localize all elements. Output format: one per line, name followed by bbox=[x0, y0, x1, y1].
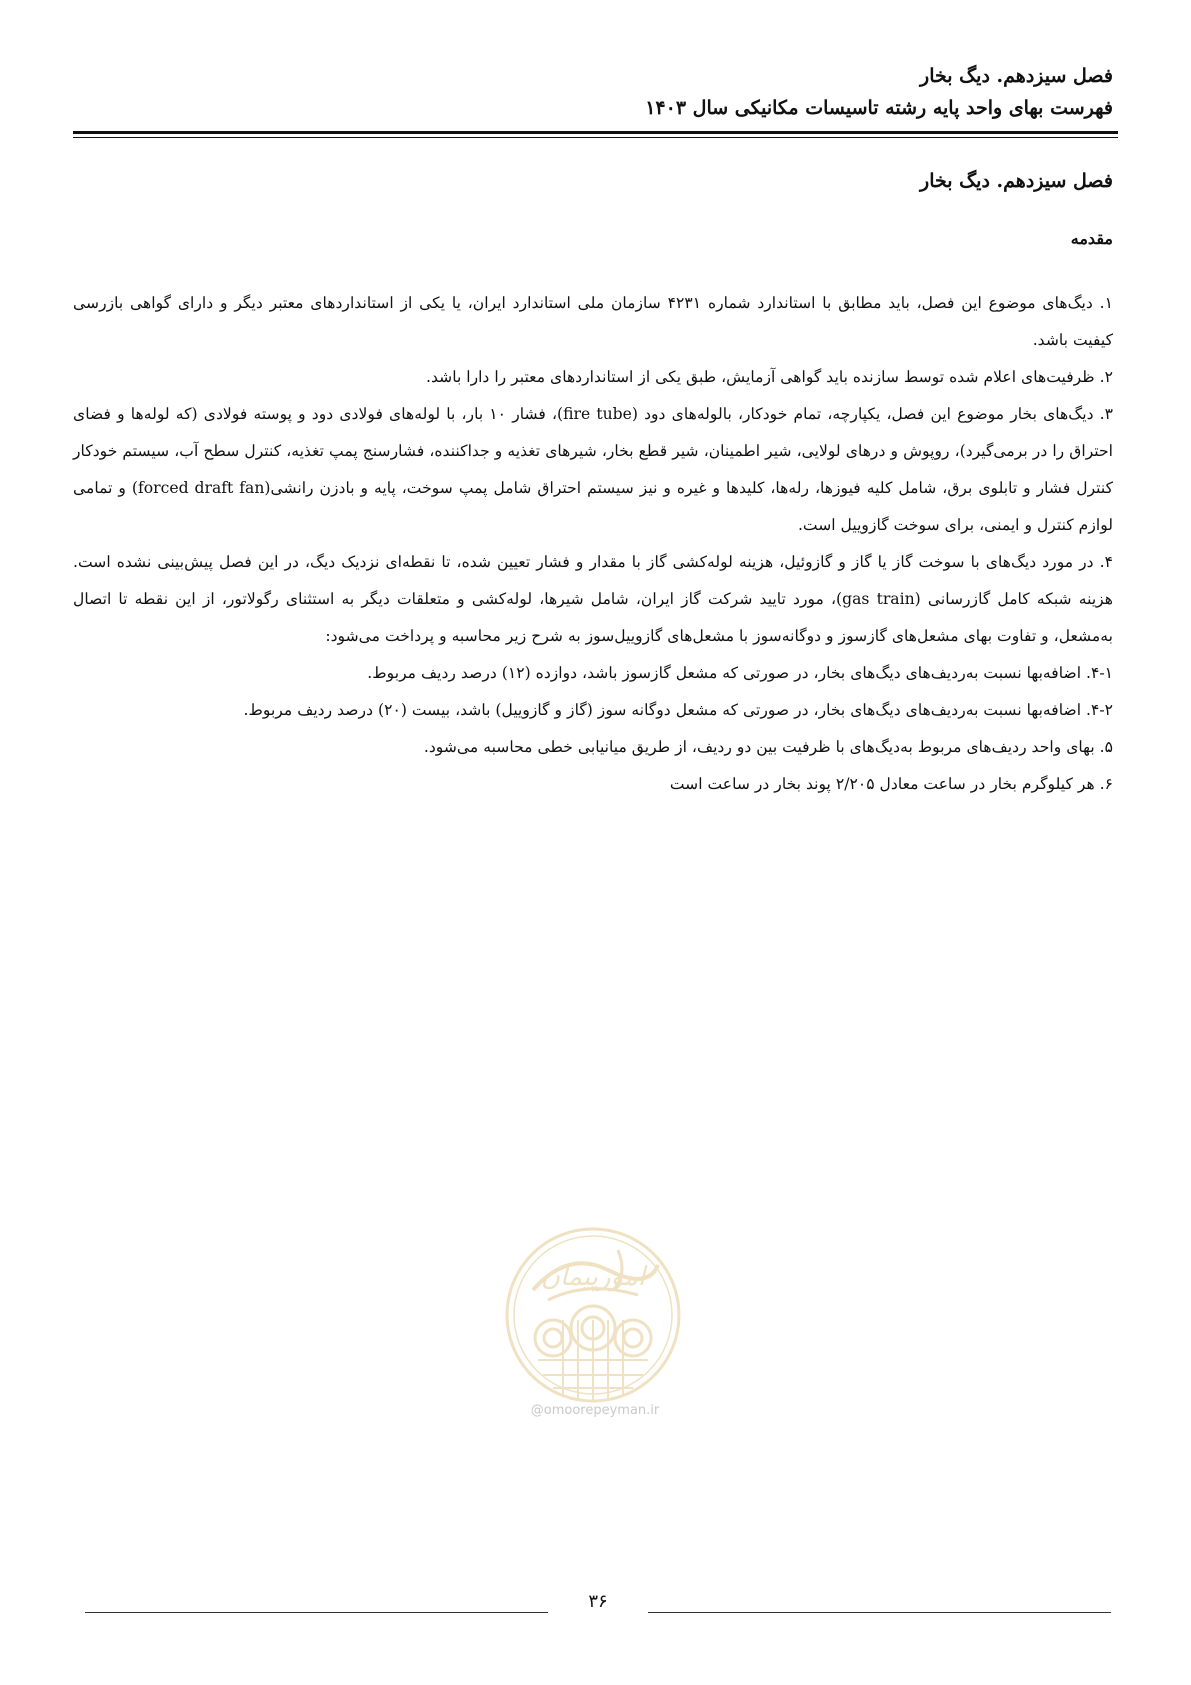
chapter-title: فصل سیزدهم. دیگ بخار bbox=[920, 170, 1113, 192]
watermark-logo bbox=[498, 1220, 688, 1430]
paragraph-4: ۴. در مورد دیگ‌های با سوخت گاز یا گاز و گازوئیل، هزینه لوله‌کشی گاز با مقدار و فشار تعیین شده، تا نقطه‌ای نزدیک دیگ، در این فصل پیش‌بینی نشده است. هزینه شبکه کامل گازرسانی (gas train)، مورد تایید شرکت گاز ایران، شامل شیرها، لوله‌کشی و متعلقات دیگر به استثنای رگولاتور، از این نقطه تا اتصال به‌مشعل، و تفاوت بهای مشعل‌های گازسوز و دوگانه‌سوز با مشعل‌های گازوییل‌سوز به شرح زیر محاسبه و پرداخت می‌شود: bbox=[73, 553, 1113, 645]
watermark-url: @omoorepeyman.ir bbox=[530, 1403, 660, 1418]
header-chapter-title: فصل سیزدهم. دیگ بخار bbox=[920, 65, 1113, 87]
body-text bbox=[73, 285, 1113, 803]
footer-rule-right bbox=[648, 1612, 1111, 1613]
paragraph-3: ۳. دیگ‌های بخار موضوع این فصل، یکپارچه، تمام خودکار، بالوله‌های دود (fire tube)، فشار ۱۰ بار، با لوله‌های فولادی دود و پوسته فولادی (که لوله‌ها و فضای احتراق را در برمی‌گیرد)، روپوش و درهای لولایی، شیر اطمینان، شیر قطع بخار، شیرهای تغذیه و جداکننده، فشارسنج پمپ تغذیه، کنترل سطح آب، سیستم خودکار کنترل فشار و تابلوی برق، شامل کلیه فیوزها، رله‌ها، کلیدها و غیره و نیز سیستم احتراق شامل پمپ سوخت، پایه و بادزن رانشی(forced draft fan) و تمامی لوازم کنترل و ایمنی، برای سوخت گازوییل است. bbox=[73, 405, 1114, 534]
footer-rule-left bbox=[85, 1612, 548, 1613]
paragraph-2: ۲. ظرفیت‌های اعلام شده توسط سازنده باید گواهی آزمایش، طبق یکی از استانداردهای معتبر را دارا باشد. bbox=[425, 368, 1113, 386]
paragraph-1: ۱. دیگ‌های موضوع این فصل، باید مطابق با استاندارد شماره ۴۲۳۱ سازمان ملی استاندارد ایران، یا یکی از استانداردهای معتبر دیگر و دارای گواهی بازرسی کیفیت باشد. bbox=[73, 294, 1113, 349]
header-document-title: فهرست بهای واحد پایه رشته تاسیسات مکانیکی سال ۱۴۰۳ bbox=[645, 97, 1113, 119]
header-rule-thick bbox=[73, 131, 1118, 134]
page-number: ۳۶ bbox=[588, 1591, 608, 1612]
paragraph-4-2: ۴-۲. اضافه‌بها نسبت به‌ردیف‌های دیگ‌های بخار، در صورتی که مشعل دوگانه سوز (گاز و گازوییل) باشد، بیست (۲۰) درصد ردیف مربوط. bbox=[243, 701, 1113, 719]
running-header bbox=[73, 60, 1113, 124]
paragraph-6: ۶. هر کیلوگرم بخار در ساعت معادل ۲/۲۰۵ پوند بخار در ساعت است bbox=[669, 775, 1113, 793]
watermark-logo-text: امورپیمان bbox=[540, 1262, 646, 1292]
header-rule-thin bbox=[73, 137, 1118, 138]
paragraph-5: ۵. بهای واحد ردیف‌های مربوط به‌دیگ‌های با ظرفیت بین دو ردیف، از طریق میانیابی خطی محاسبه می‌شود. bbox=[423, 738, 1113, 756]
paragraph-4-1: ۴-۱. اضافه‌بها نسبت به‌ردیف‌های دیگ‌های بخار، در صورتی که مشعل گازسوز باشد، دوازده (۱۲) درصد ردیف مربوط. bbox=[367, 664, 1113, 682]
section-title: مقدمه bbox=[1070, 229, 1113, 248]
